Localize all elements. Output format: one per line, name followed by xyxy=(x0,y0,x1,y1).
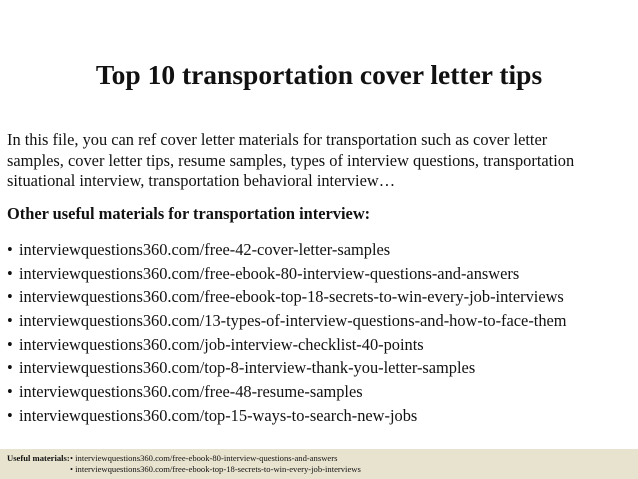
intro-line: In this file, you can ref cover letter materials for transportation such as cover letter xyxy=(7,130,548,149)
bullet-icon: • xyxy=(7,263,13,283)
list-item xyxy=(7,380,567,404)
bullet-icon: • xyxy=(7,311,13,331)
material-link[interactable]: interviewquestions360.com/top-15-ways-to-search-new-jobs xyxy=(19,405,418,425)
material-link[interactable]: interviewquestions360.com/free-42-cover-letter-samples xyxy=(19,240,391,259)
list-item xyxy=(7,404,567,428)
material-link[interactable]: interviewquestions360.com/13-types-of-interview-questions-and-how-to-face-them xyxy=(19,311,567,331)
footer-link[interactable]: • interviewquestions360.com/free-ebook-80-interview-questions-and-answers xyxy=(70,453,338,463)
material-link[interactable]: interviewquestions360.com/free-ebook-top-18-secrets-to-win-every-job-interviews xyxy=(19,287,564,307)
bullet-icon: • xyxy=(7,334,13,354)
intro-line: situational interview, transportation behavioral interview… xyxy=(7,171,396,190)
footer-label xyxy=(7,453,70,464)
bullet-icon: • xyxy=(7,382,13,402)
material-link[interactable]: interviewquestions360.com/free-ebook-80-interview-questions-and-answers xyxy=(19,263,520,283)
intro-paragraph xyxy=(7,130,633,192)
footer-link[interactable]: • interviewquestions360.com/free-ebook-top-18-secrets-to-win-every-job-interviews xyxy=(70,464,361,474)
footer-bar xyxy=(0,449,638,479)
list-item xyxy=(7,356,567,380)
page-title: Top 10 transportation cover letter tips xyxy=(95,59,543,90)
material-link[interactable]: interviewquestions360.com/free-48-resume-samples xyxy=(19,382,363,402)
material-link[interactable]: interviewquestions360.com/top-8-interview-thank-you-letter-samples xyxy=(19,358,476,378)
section-heading: Other useful materials for transportation interview: xyxy=(7,204,371,223)
footer-link-list xyxy=(70,453,361,475)
footer-label-separator: : xyxy=(66,453,70,463)
bullet-icon: • xyxy=(7,405,13,425)
list-item xyxy=(7,262,567,286)
bullet-icon: • xyxy=(7,240,13,259)
intro-line: samples, cover letter tips, resume samples, types of interview questions, transportation xyxy=(7,150,575,170)
list-item xyxy=(7,309,567,333)
footer-label-text: Useful materials xyxy=(7,453,67,463)
list-item xyxy=(7,238,567,262)
bullet-icon: • xyxy=(7,358,13,378)
material-link[interactable]: interviewquestions360.com/job-interview-checklist-40-points xyxy=(19,334,424,354)
list-item xyxy=(7,333,567,357)
materials-link-list xyxy=(7,238,567,428)
bullet-icon: • xyxy=(7,287,13,307)
list-item xyxy=(7,285,567,309)
